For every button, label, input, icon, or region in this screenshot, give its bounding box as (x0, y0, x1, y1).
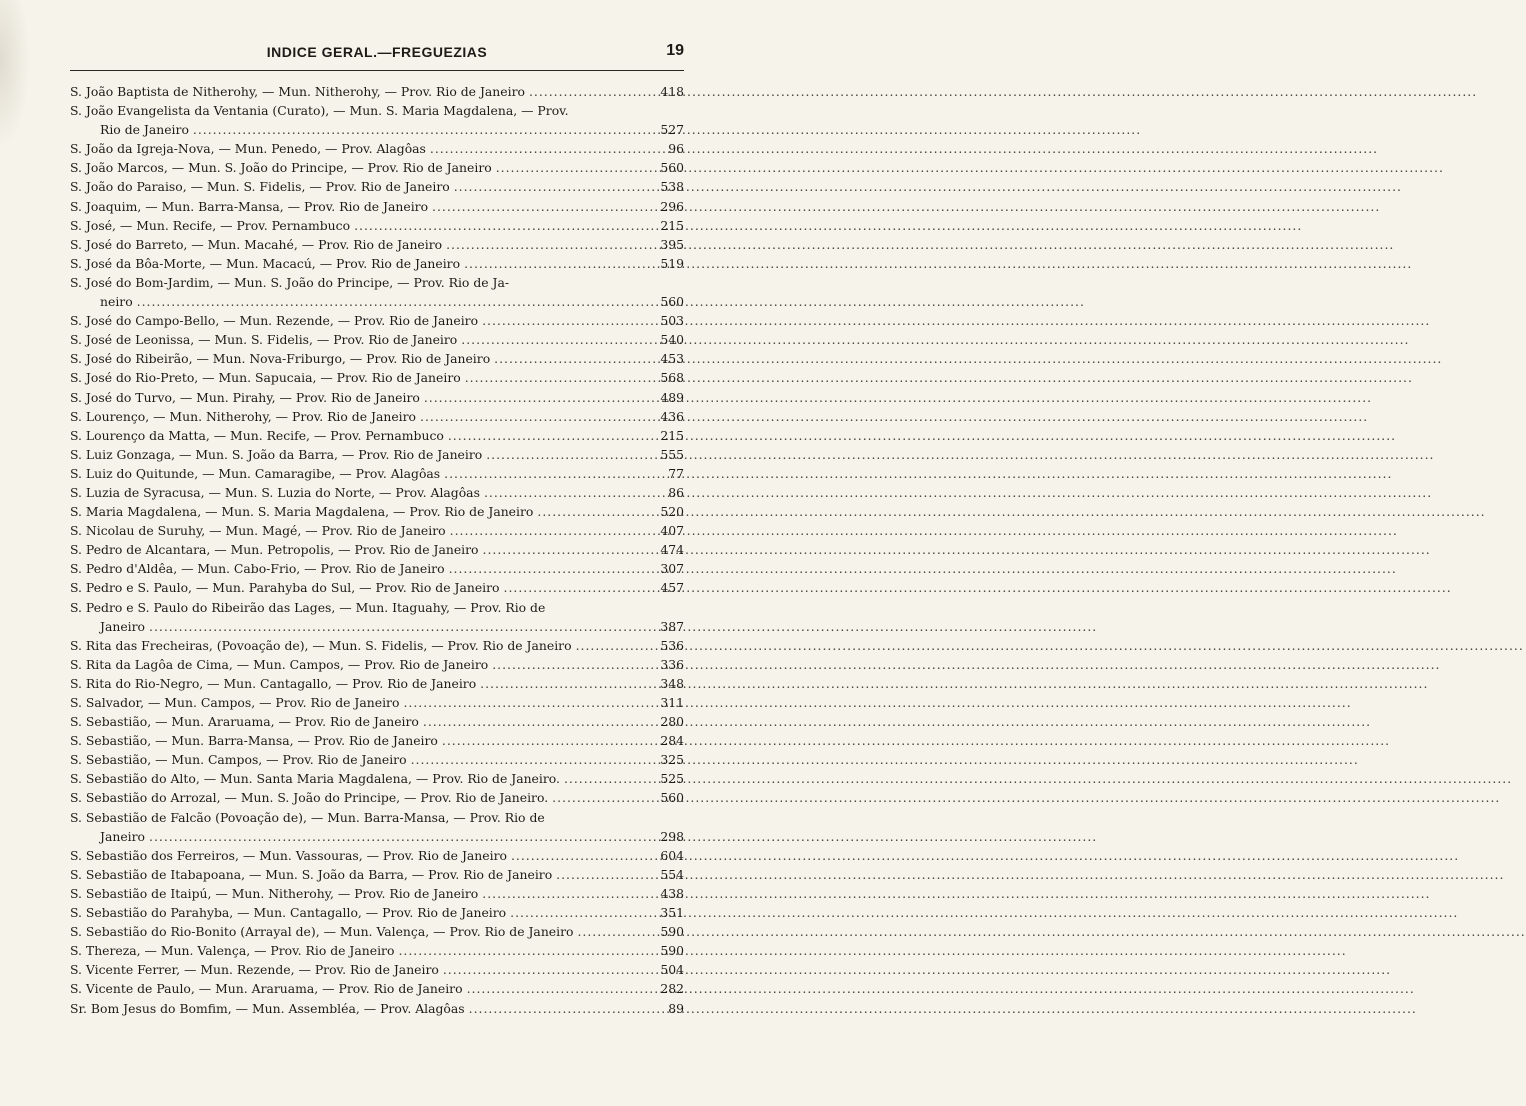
entry-page-number: 307 (660, 561, 684, 577)
index-entry (70, 846, 684, 865)
entry-line (70, 483, 684, 502)
entry-text: S. José de Leonissa, — Mun. S. Fidelis, — Prov. Rio de Janeiro (70, 332, 458, 348)
entry-text: S. Vicente Ferrer, — Mun. Rezende, — Prov. Rio de Janeiro (70, 962, 439, 978)
entry-page-number: 284 (660, 733, 684, 749)
entry-line (70, 254, 684, 273)
leader-dots (461, 330, 640, 349)
leader-dots (149, 617, 640, 636)
entry-line (70, 177, 684, 196)
index-entry (70, 330, 684, 349)
entry-text: S. José do Turvo, — Mun. Pirahy, — Prov. Rio de Janeiro (70, 389, 420, 405)
index-entry (70, 540, 684, 559)
entry-text: S. Sebastião, — Mun. Barra-Mansa, — Prov. Rio de Janeiro (70, 733, 438, 749)
entry-page-number: 96 (668, 141, 684, 157)
page-header (70, 44, 684, 66)
entry-page-number: 536 (660, 637, 684, 653)
leader-dots (432, 197, 640, 216)
index-entry (70, 521, 684, 540)
entry-page-number: 215 (660, 427, 684, 443)
index-entry (70, 884, 684, 903)
entry-text: S. Sebastião, — Mun. Araruama, — Prov. Rio de Janeiro (70, 714, 419, 730)
entry-page-number: 503 (660, 313, 684, 329)
entry-page-number: 604 (660, 847, 684, 863)
leader-dots (467, 979, 640, 998)
entry-text: S. Rita das Frecheiras, (Povoação de), — Mun. S. Fidelis, — Prov. Rio de Janeiro (70, 637, 572, 653)
index-entry (70, 922, 684, 941)
index-entry (70, 101, 684, 139)
entry-line (70, 349, 684, 368)
entry-continuation-line (70, 827, 684, 846)
entry-line (70, 407, 684, 426)
entry-text: S. Sebastião do Rio-Bonito (Arrayal de), — Mun. Valença, — Prov. Rio de Janeiro (70, 924, 574, 940)
entry-line (70, 674, 684, 693)
entry-page-number: 418 (660, 84, 684, 99)
leader-dots (464, 254, 640, 273)
entry-line (70, 750, 684, 769)
entry-line (70, 540, 684, 559)
leader-dots (454, 177, 640, 196)
entry-text: S. Sebastião de Falcão (Povoação de), — Mun. Barra-Mansa, — Prov. Rio de (70, 809, 545, 825)
entry-page-number: 554 (660, 866, 684, 882)
entry-line (70, 903, 684, 922)
index-entry (70, 731, 684, 750)
entry-page-number: 77 (668, 465, 684, 481)
index-entry (70, 349, 684, 368)
index-entry (70, 559, 684, 578)
entry-page-number: 560 (660, 790, 684, 806)
index-entry (70, 502, 684, 521)
leader-dots (482, 311, 640, 330)
leader-dots (442, 731, 640, 750)
entry-text: Janeiro (100, 828, 146, 844)
entry-text: S. Lourenço, — Mun. Nitherohy, — Prov. Rio de Janeiro (70, 408, 417, 424)
entry-line (70, 693, 684, 712)
entry-text: Janeiro (100, 618, 146, 634)
entry-text: Sr. Bom Jesus do Bomfim, — Mun. Assembléa, — Prov. Alagôas (70, 1000, 465, 1016)
entry-page-number: 520 (660, 504, 684, 520)
entry-text: Rio de Janeiro (100, 122, 189, 138)
entry-line (70, 731, 684, 750)
entry-text: S. Rita da Lagôa de Cima, — Mun. Campos, — Prov. Rio de Janeiro (70, 656, 489, 672)
entry-text: S. Salvador, — Mun. Campos, — Prov. Rio de Janeiro (70, 695, 400, 710)
entry-line (70, 788, 684, 807)
leader-dots (430, 139, 640, 158)
index-entry (70, 750, 684, 769)
index-entry (70, 712, 684, 731)
index-entry (70, 636, 684, 655)
leader-dots (444, 464, 640, 483)
entry-text: S. Luzia de Syracusa, — Mun. S. Luzia do Norte, — Prov. Alagôas (70, 484, 480, 500)
index-entry (70, 254, 684, 273)
entry-page-number: 560 (660, 294, 684, 310)
entry-page-number: 215 (660, 217, 684, 233)
entry-line (70, 502, 684, 521)
leader-dots (424, 388, 640, 407)
entry-page-number: 590 (660, 924, 684, 940)
entry-page-number: 438 (660, 885, 684, 901)
entry-page-number: 89 (668, 1000, 684, 1016)
entry-line (70, 979, 684, 998)
entry-page-number: 348 (660, 675, 684, 691)
entry-page-number: 395 (660, 236, 684, 252)
index-entry (70, 311, 684, 330)
entry-line (70, 941, 684, 960)
leader-dots (443, 960, 640, 979)
index-entry (70, 445, 684, 464)
leader-dots (510, 903, 640, 922)
entry-text: S. Pedro e S. Paulo, — Mun. Parahyba do Sul, — Prov. Rio de Janeiro (70, 580, 500, 596)
leader-dots (556, 865, 640, 884)
entry-page-number: 387 (660, 618, 684, 634)
entry-text: S. Nicolau de Suruhy, — Mun. Magé, — Prov. Rio de Janeiro (70, 523, 446, 539)
entry-text: S. João Marcos, — Mun. S. João do Principe, — Prov. Rio de Janeiro (70, 160, 492, 176)
leader-dots (537, 502, 640, 521)
entry-line (70, 311, 684, 330)
entry-page-number: 568 (660, 370, 684, 386)
entry-text: S. Pedro de Alcantara, — Mun. Petropolis, — Prov. Rio de Janeiro (70, 542, 479, 558)
entry-page-number: 325 (660, 752, 684, 768)
entry-page-number: 489 (660, 389, 684, 405)
leader-dots (354, 216, 640, 235)
index-entry (70, 368, 684, 387)
entry-page-number: 86 (668, 484, 684, 500)
index-list (70, 82, 684, 1018)
leader-dots (511, 846, 640, 865)
index-entry (70, 788, 684, 807)
entry-page-number: 540 (660, 332, 684, 348)
leader-dots (450, 521, 640, 540)
leader-dots (480, 674, 640, 693)
entry-line (70, 769, 684, 788)
entry-text: S. Thereza, — Mun. Valença, — Prov. Rio de Janeiro (70, 943, 395, 959)
entry-text: S. Luiz do Quitunde, — Mun. Camaragibe, — Prov. Alagôas (70, 465, 441, 481)
index-entry (70, 158, 684, 177)
entry-text: S. Sebastião do Arrozal, — Mun. S. João do Principe, — Prov. Rio de Janeiro. (70, 790, 549, 806)
entry-page-number: 296 (660, 198, 684, 214)
entry-continuation-line (70, 617, 684, 636)
entry-page-number: 280 (660, 714, 684, 730)
leader-dots (137, 292, 640, 311)
entry-continuation-line (70, 292, 684, 311)
entry-text: S. José do Ribeirão, — Mun. Nova-Friburgo, — Prov. Rio de Janeiro (70, 351, 491, 367)
entry-text: S. Maria Magdalena, — Mun. S. Maria Magdalena, — Prov. Rio de Janeiro (70, 504, 534, 520)
index-entry (70, 464, 684, 483)
entry-line (70, 521, 684, 540)
entry-line (70, 388, 684, 407)
entry-text: neiro (100, 294, 133, 310)
entry-page-number: 504 (660, 962, 684, 978)
entry-text: S. Sebastião dos Ferreiros, — Mun. Vassouras, — Prov. Rio de Janeiro (70, 847, 507, 863)
entry-page-number: 519 (660, 255, 684, 271)
leader-dots (552, 788, 640, 807)
leader-dots (149, 827, 640, 846)
entry-line (70, 101, 684, 120)
index-entry (70, 979, 684, 998)
page-stain (0, 0, 30, 150)
entry-line (70, 712, 684, 731)
entry-text: S. José da Bôa-Morte, — Mun. Macacú, — Prov. Rio de Janeiro (70, 255, 461, 271)
index-entry (70, 903, 684, 922)
entry-page-number: 407 (660, 523, 684, 539)
entry-text: S. Sebastião, — Mun. Campos, — Prov. Rio de Janeiro (70, 752, 407, 768)
entry-page-number: 453 (660, 351, 684, 367)
leader-dots (576, 636, 640, 655)
leader-dots (482, 884, 640, 903)
entry-line (70, 999, 684, 1018)
index-entry (70, 139, 684, 158)
index-entry (70, 960, 684, 979)
entry-line (70, 158, 684, 177)
index-entry (70, 941, 684, 960)
entry-text: S. José do Barreto, — Mun. Macahé, — Prov. Rio de Janeiro (70, 236, 443, 252)
entry-line (70, 598, 684, 617)
leader-dots (529, 82, 640, 101)
entry-text: S. Joaquim, — Mun. Barra-Mansa, — Prov. Rio de Janeiro (70, 198, 429, 214)
entry-continuation-line (70, 120, 684, 139)
entry-line (70, 922, 684, 941)
entry-page-number: 436 (660, 408, 684, 424)
entry-line (70, 865, 684, 884)
index-entry (70, 578, 684, 597)
index-entry (70, 273, 684, 311)
entry-text: S. Vicente de Paulo, — Mun. Araruama, — Prov. Rio de Janeiro (70, 981, 463, 997)
leader-dots (486, 445, 640, 464)
entry-line (70, 846, 684, 865)
entry-line (70, 578, 684, 597)
index-entry (70, 82, 684, 101)
entry-line (70, 960, 684, 979)
entry-text: S. Sebastião do Parahyba, — Mun. Cantagallo, — Prov. Rio de Janeiro (70, 905, 507, 921)
entry-text: S. João Baptista de Nitherohy, — Mun. Nitherohy, — Prov. Rio de Janeiro (70, 84, 525, 99)
leader-dots (564, 769, 640, 788)
entry-line (70, 426, 684, 445)
entry-page-number: 527 (660, 122, 684, 138)
entry-text: S. Pedro e S. Paulo do Ribeirão das Lages, — Mun. Itaguahy, — Prov. Rio de (70, 599, 546, 615)
leader-dots (483, 540, 640, 559)
entry-page-number: 311 (660, 695, 684, 710)
index-entry (70, 426, 684, 445)
entry-text: S. José do Bom-Jardim, — Mun. S. João do Principe, — Prov. Rio de Ja- (70, 274, 510, 290)
entry-page-number: 457 (660, 580, 684, 596)
entry-line (70, 464, 684, 483)
entry-text: S. João do Paraiso, — Mun. S. Fidelis, — Prov. Rio de Janeiro (70, 179, 450, 195)
leader-dots (577, 922, 640, 941)
entry-text: S. João Evangelista da Ventania (Curato), — Mun. S. Maria Magdalena, — Prov. (70, 103, 569, 119)
index-entry (70, 197, 684, 216)
leader-dots (484, 483, 640, 502)
entry-page-number: 560 (660, 160, 684, 176)
leader-dots (449, 559, 640, 578)
entry-page-number: 474 (660, 542, 684, 558)
entry-line (70, 808, 684, 827)
entry-page-number: 282 (660, 981, 684, 997)
index-entry (70, 865, 684, 884)
entry-page-number: 351 (660, 905, 684, 921)
leader-dots (469, 999, 640, 1018)
entry-line (70, 273, 684, 292)
entry-page-number: 538 (660, 179, 684, 195)
entry-text: S. João da Igreja-Nova, — Mun. Penedo, — Prov. Alagôas (70, 141, 426, 157)
leader-dots (494, 349, 640, 368)
index-entry (70, 407, 684, 426)
entry-line (70, 655, 684, 674)
index-entry (70, 216, 684, 235)
page-number: 19 (666, 42, 684, 59)
header-rule (70, 70, 684, 71)
index-entry (70, 598, 684, 636)
entry-line (70, 330, 684, 349)
leader-dots (420, 407, 640, 426)
entry-page-number: 298 (660, 828, 684, 844)
index-entry (70, 808, 684, 846)
entry-text: S. Sebastião de Itaipú, — Mun. Nitherohy, — Prov. Rio de Janeiro (70, 885, 479, 901)
entry-page-number: 336 (660, 656, 684, 672)
index-entry (70, 999, 684, 1018)
entry-text: S. Pedro d'Aldêa, — Mun. Cabo-Frio, — Prov. Rio de Janeiro (70, 561, 445, 577)
leader-dots (496, 158, 640, 177)
entry-text: S. Lourenço da Matta, — Mun. Recife, — Prov. Pernambuco (70, 427, 444, 443)
index-entry (70, 177, 684, 196)
index-entry (70, 483, 684, 502)
entry-text: S. José, — Mun. Recife, — Prov. Pernambuco (70, 217, 351, 233)
leader-dots (398, 941, 640, 960)
entry-text: S. Luiz Gonzaga, — Mun. S. João da Barra, — Prov. Rio de Janeiro (70, 446, 483, 462)
index-entry (70, 674, 684, 693)
entry-text: S. Sebastião de Itabapoana, — Mun. S. João da Barra, — Prov. Rio de Janeiro (70, 866, 553, 882)
entry-page-number: 590 (660, 943, 684, 959)
leader-dots (448, 426, 640, 445)
entry-text: S. Rita do Rio-Negro, — Mun. Cantagallo, — Prov. Rio de Janeiro (70, 675, 477, 691)
entry-text: S. José do Rio-Preto, — Mun. Sapucaia, — Prov. Rio de Janeiro (70, 370, 461, 386)
leader-dots (411, 750, 640, 769)
entry-line (70, 235, 684, 254)
leader-dots (446, 235, 640, 254)
entry-page-number: 525 (660, 771, 684, 787)
entry-text: S. Sebastião do Alto, — Mun. Santa Maria Magdalena, — Prov. Rio de Janeiro. (70, 771, 560, 787)
entry-text: S. José do Campo-Bello, — Mun. Rezende, — Prov. Rio de Janeiro (70, 313, 479, 329)
index-entry (70, 693, 684, 712)
index-entry (70, 769, 684, 788)
leader-dots (465, 368, 640, 387)
header-title: INDICE GERAL.—FREGUEZIAS (266, 44, 488, 60)
leader-dots (492, 655, 640, 674)
index-entry (70, 388, 684, 407)
leader-dots (423, 712, 640, 731)
leader-dots (193, 120, 640, 139)
entry-line (70, 139, 684, 158)
entry-line (70, 216, 684, 235)
entry-line (70, 636, 684, 655)
entry-line (70, 884, 684, 903)
index-entry (70, 235, 684, 254)
entry-line (70, 197, 684, 216)
leader-dots (403, 693, 640, 712)
entry-line (70, 82, 684, 101)
entry-line (70, 445, 684, 464)
entry-page-number: 555 (660, 446, 684, 462)
leader-dots (504, 578, 640, 597)
index-entry (70, 655, 684, 674)
entry-line (70, 368, 684, 387)
document-page (0, 0, 747, 1106)
entry-line (70, 559, 684, 578)
